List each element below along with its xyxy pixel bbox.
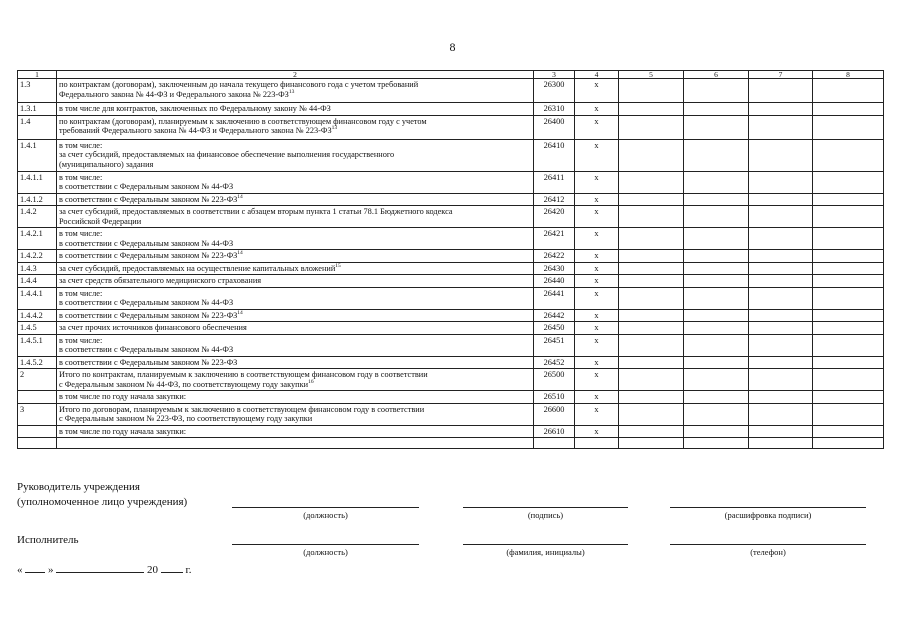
row-value-cell-7[interactable] — [749, 103, 813, 116]
table-row — [18, 322, 884, 335]
row-description-text: по контрактам (договорам), планируемым к заключению в соответствующем финансовом году с учетом — [59, 116, 427, 126]
row-x-mark: x — [575, 193, 619, 206]
row-value-cell-6[interactable] — [684, 115, 749, 139]
row-value-cell-5[interactable] — [619, 287, 684, 309]
row-description-line — [59, 251, 531, 261]
footnote-reference: 15 — [335, 262, 341, 269]
row-value-cell-7[interactable] — [749, 287, 813, 309]
row-value-cell-7[interactable] — [749, 275, 813, 288]
row-number: 1.4.2.2 — [18, 250, 57, 263]
row-description-text: за счет прочих источников финансового обеспечения — [59, 323, 247, 332]
row-description — [57, 171, 534, 193]
table-row — [18, 139, 884, 171]
date-open-quote: « — [17, 564, 23, 576]
row-x-mark: x — [575, 403, 619, 425]
row-value-cell-7[interactable] — [749, 206, 813, 228]
row-description-line — [59, 141, 531, 151]
row-description — [57, 193, 534, 206]
row-description-text: в том числе: — [59, 229, 103, 238]
row-value-cell-8[interactable] — [813, 103, 884, 116]
row-x-mark: x — [575, 275, 619, 288]
row-description-text: Федерального закона № 44-ФЗ и Федерального закона № 223-ФЗ — [59, 89, 289, 99]
footnote-reference: 13 — [331, 125, 338, 132]
row-description-text: Итого по контрактам, планируемым к заключению в соответствующем финансовом году в соответствии — [59, 370, 428, 379]
row-x-mark: x — [575, 369, 619, 391]
row-description-line — [59, 298, 531, 308]
row-code: 26610 — [534, 425, 575, 438]
row-code: 26420 — [534, 206, 575, 228]
column-header-1: 1 — [18, 71, 57, 79]
row-value-cell-5[interactable] — [619, 206, 684, 228]
row-description-line — [59, 126, 531, 136]
head-subtitle: (уполномоченное лицо учреждения) — [17, 496, 188, 508]
row-description-text: в том числе: — [59, 288, 103, 298]
table-row — [18, 262, 884, 275]
row-value-cell-8[interactable] — [813, 369, 884, 391]
row-value-cell-7[interactable] — [749, 322, 813, 335]
row-value-cell-8[interactable] — [813, 79, 884, 103]
row-description-line — [59, 195, 531, 205]
row-description-line — [59, 370, 531, 380]
row-description-text: по контрактам (договорам), заключенным до начала текущего финансового года с учетом требований — [59, 80, 419, 89]
executor-position-line[interactable] — [232, 544, 419, 545]
row-number: 1.4 — [18, 115, 57, 139]
row-value-cell-6[interactable] — [684, 438, 749, 449]
row-description-text: в том числе: — [59, 172, 103, 182]
row-value-cell-6[interactable] — [684, 334, 749, 356]
row-description — [57, 356, 534, 369]
date-close-quote: » — [48, 564, 54, 576]
row-value-cell-7[interactable] — [749, 391, 813, 404]
row-description-text: с Федеральным законом № 44-ФЗ, по соответствующему году закупки — [59, 379, 309, 389]
row-description-line — [59, 345, 531, 355]
row-value-cell-8[interactable] — [813, 403, 884, 425]
column-header-7: 7 — [749, 71, 813, 79]
row-description-text: в соответствии с Федеральным законом № 44-ФЗ — [59, 298, 234, 307]
row-description-text: в том числе по году начала закупки: — [59, 426, 187, 436]
row-number: 1.4.5.1 — [18, 334, 57, 356]
row-description-text: за счет субсидий, предоставляемых на осуществление капитальных вложений — [59, 263, 336, 273]
head-name-line[interactable] — [670, 507, 866, 508]
row-number: 1.3.1 — [18, 103, 57, 116]
row-description — [57, 275, 534, 288]
table-row — [18, 287, 884, 309]
row-description — [57, 115, 534, 139]
row-value-cell-5[interactable] — [619, 103, 684, 116]
row-value-cell-5[interactable] — [619, 369, 684, 391]
table-row — [18, 115, 884, 139]
row-description — [57, 438, 534, 449]
row-x-mark: x — [575, 79, 619, 103]
row-code: 26600 — [534, 403, 575, 425]
row-description-line — [59, 427, 531, 437]
row-value-cell-8[interactable] — [813, 171, 884, 193]
row-value-cell-5[interactable] — [619, 193, 684, 206]
row-description — [57, 369, 534, 391]
row-description-text: Российской Федерации — [59, 216, 142, 226]
executor-name-line[interactable] — [463, 544, 628, 545]
row-code: 26500 — [534, 369, 575, 391]
row-value-cell-6[interactable] — [684, 250, 749, 263]
row-description-line — [59, 276, 531, 286]
row-description-text: требований Федерального закона № 44-ФЗ и Федерального закона № 223-ФЗ — [59, 126, 332, 135]
row-description — [57, 250, 534, 263]
row-value-cell-8[interactable] — [813, 309, 884, 322]
footnote-reference: 14 — [237, 309, 243, 316]
row-description-line — [59, 264, 531, 274]
row-description-text: в соответствии с Федеральным законом № 223-ФЗ — [59, 357, 238, 367]
table-row — [18, 391, 884, 404]
indicators-table — [17, 70, 884, 449]
row-value-cell-8[interactable] — [813, 334, 884, 356]
row-number — [18, 425, 57, 438]
row-value-cell-7[interactable] — [749, 438, 813, 449]
table-row — [18, 425, 884, 438]
row-value-cell-5[interactable] — [619, 115, 684, 139]
row-code: 26300 — [534, 79, 575, 103]
row-description-text: в том числе для контрактов, заключенных по Федеральному закону № 44-ФЗ — [59, 104, 331, 113]
table-row — [18, 103, 884, 116]
row-description-text: в соответствии с Федеральным законом № 44-ФЗ — [59, 238, 234, 248]
table-row — [18, 193, 884, 206]
row-number: 1.4.4 — [18, 275, 57, 288]
date-year-prefix: 20 — [147, 564, 158, 576]
row-description-line — [59, 414, 531, 424]
row-number: 1.3 — [18, 79, 57, 103]
footnote-reference: 13 — [288, 88, 295, 95]
row-description-text: в том числе: — [59, 335, 103, 345]
column-header-2: 2 — [57, 71, 534, 79]
row-value-cell-8[interactable] — [813, 262, 884, 275]
row-value-cell-7[interactable] — [749, 356, 813, 369]
row-description-text: в соответствии с Федеральным законом № 223-ФЗ — [59, 310, 238, 320]
row-description-text: в соответствии с Федеральным законом № 223-ФЗ — [59, 194, 238, 204]
row-code: 26452 — [534, 356, 575, 369]
row-description-line — [59, 80, 531, 90]
table-row — [18, 438, 884, 449]
executor-name-caption: (фамилия, инициалы) — [506, 547, 585, 557]
row-value-cell-6[interactable] — [684, 275, 749, 288]
row-value-cell-7[interactable] — [749, 262, 813, 275]
row-code: 26450 — [534, 322, 575, 335]
row-value-cell-7[interactable] — [749, 369, 813, 391]
row-value-cell-8[interactable] — [813, 356, 884, 369]
row-description — [57, 139, 534, 171]
row-x-mark: x — [575, 228, 619, 250]
row-value-cell-7[interactable] — [749, 250, 813, 263]
row-code: 26400 — [534, 115, 575, 139]
row-value-cell-8[interactable] — [813, 275, 884, 288]
row-value-cell-6[interactable] — [684, 403, 749, 425]
row-value-cell-6[interactable] — [684, 139, 749, 171]
column-header-6: 6 — [684, 71, 749, 79]
table-row — [18, 403, 884, 425]
row-description — [57, 103, 534, 116]
row-code: 26441 — [534, 287, 575, 309]
table-header-row — [18, 71, 884, 79]
row-value-cell-6[interactable] — [684, 171, 749, 193]
date-line — [17, 563, 192, 576]
row-value-cell-5[interactable] — [619, 275, 684, 288]
row-value-cell-7[interactable] — [749, 115, 813, 139]
row-value-cell-6[interactable] — [684, 193, 749, 206]
row-description-text: в соответствии с Федеральным законом № 44-ФЗ — [59, 345, 234, 354]
table-row — [18, 79, 884, 103]
row-number: 1.4.5 — [18, 322, 57, 335]
row-number — [18, 391, 57, 404]
column-header-4: 4 — [575, 71, 619, 79]
row-value-cell-7[interactable] — [749, 79, 813, 103]
row-value-cell-5[interactable] — [619, 425, 684, 438]
row-description — [57, 206, 534, 228]
row-x-mark: x — [575, 171, 619, 193]
row-value-cell-8[interactable] — [813, 228, 884, 250]
row-code: 26451 — [534, 334, 575, 356]
row-value-cell-7[interactable] — [749, 171, 813, 193]
row-value-cell-7[interactable] — [749, 309, 813, 322]
head-name-caption: (расшифровка подписи) — [724, 510, 812, 520]
footnote-reference: 14 — [237, 193, 243, 200]
row-description-line — [59, 160, 531, 170]
row-number: 1.4.3 — [18, 262, 57, 275]
executor-phone-line[interactable] — [670, 544, 866, 545]
row-description — [57, 79, 534, 103]
row-description — [57, 425, 534, 438]
row-description-text: с Федеральным законом № 223-ФЗ, по соответствующему году закупки — [59, 414, 313, 423]
row-value-cell-8[interactable] — [813, 322, 884, 335]
row-value-cell-5[interactable] — [619, 262, 684, 275]
row-description-line — [59, 117, 531, 127]
row-value-cell-8[interactable] — [813, 425, 884, 438]
row-number: 1.4.1.1 — [18, 171, 57, 193]
row-description-text: в соответствии с Федеральным законом № 223-ФЗ — [59, 251, 238, 260]
row-description-line — [59, 229, 531, 239]
row-number: 1.4.4.1 — [18, 287, 57, 309]
row-value-cell-7[interactable] — [749, 228, 813, 250]
row-x-mark: x — [575, 287, 619, 309]
column-header-5: 5 — [619, 71, 684, 79]
row-value-cell-8[interactable] — [813, 250, 884, 263]
row-x-mark: x — [575, 206, 619, 228]
row-x-mark: x — [575, 115, 619, 139]
row-description-text: Итого по договорам, планируемым к заключению в соответствующем финансовом году в соответствии — [59, 404, 425, 414]
row-code: 26412 — [534, 193, 575, 206]
row-code: 26442 — [534, 309, 575, 322]
row-value-cell-6[interactable] — [684, 309, 749, 322]
row-x-mark: x — [575, 103, 619, 116]
row-description-text: за счет субсидий, предоставляемых на финансовое обеспечение выполнения государственного — [59, 150, 395, 159]
row-description-line — [59, 104, 531, 114]
row-value-cell-7[interactable] — [749, 334, 813, 356]
executor-title: Исполнитель — [17, 534, 79, 546]
table-row — [18, 334, 884, 356]
row-description-text: в том числе по году начала закупки: — [59, 392, 187, 401]
row-value-cell-5[interactable] — [619, 356, 684, 369]
row-value-cell-5[interactable] — [619, 250, 684, 263]
row-description-text: (муниципального) задания — [59, 159, 154, 169]
row-value-cell-8[interactable] — [813, 391, 884, 404]
row-code: 26440 — [534, 275, 575, 288]
row-value-cell-5[interactable] — [619, 403, 684, 425]
row-code: 26422 — [534, 250, 575, 263]
row-description-line — [59, 239, 531, 249]
row-value-cell-8[interactable] — [813, 206, 884, 228]
table-row — [18, 275, 884, 288]
row-value-cell-6[interactable] — [684, 369, 749, 391]
head-position-line[interactable] — [232, 507, 419, 508]
row-code: 26430 — [534, 262, 575, 275]
row-description — [57, 228, 534, 250]
row-value-cell-5[interactable] — [619, 171, 684, 193]
row-value-cell-5[interactable] — [619, 391, 684, 404]
table-row — [18, 250, 884, 263]
row-description-line — [59, 358, 531, 368]
footnote-reference: 16 — [308, 378, 314, 385]
table-row — [18, 369, 884, 391]
row-value-cell-8[interactable] — [813, 438, 884, 449]
row-value-cell-7[interactable] — [749, 139, 813, 171]
row-code — [534, 438, 575, 449]
row-code: 26510 — [534, 391, 575, 404]
date-month-field[interactable] — [56, 563, 144, 573]
table-row — [18, 309, 884, 322]
row-number: 1.4.1.2 — [18, 193, 57, 206]
row-number: 1.4.2 — [18, 206, 57, 228]
row-value-cell-5[interactable] — [619, 309, 684, 322]
row-description — [57, 322, 534, 335]
head-signature-caption: (подпись) — [527, 510, 564, 520]
row-value-cell-6[interactable] — [684, 103, 749, 116]
row-x-mark: x — [575, 250, 619, 263]
row-value-cell-7[interactable] — [749, 403, 813, 425]
row-description-line — [59, 150, 531, 160]
row-description-line — [59, 392, 531, 402]
row-number: 1.4.2.1 — [18, 228, 57, 250]
row-value-cell-5[interactable] — [619, 79, 684, 103]
row-description-line — [59, 173, 531, 183]
row-value-cell-7[interactable] — [749, 193, 813, 206]
row-description-line — [59, 405, 531, 415]
row-description-line — [59, 336, 531, 346]
row-code: 26310 — [534, 103, 575, 116]
row-x-mark: x — [575, 334, 619, 356]
row-x-mark: x — [575, 139, 619, 171]
row-value-cell-5[interactable] — [619, 139, 684, 171]
page-number: 8 — [449, 40, 456, 54]
row-description — [57, 309, 534, 322]
row-description-line — [59, 90, 531, 100]
row-x-mark: x — [575, 425, 619, 438]
executor-phone-caption: (телефон) — [750, 547, 786, 557]
row-number: 1.4.1 — [18, 139, 57, 171]
row-value-cell-6[interactable] — [684, 228, 749, 250]
row-description-line — [59, 217, 531, 227]
column-header-3: 3 — [534, 71, 575, 79]
row-number: 2 — [18, 369, 57, 391]
table-row — [18, 206, 884, 228]
row-description-line — [59, 380, 531, 390]
row-value-cell-6[interactable] — [684, 425, 749, 438]
head-signature-line[interactable] — [463, 507, 628, 508]
column-header-8: 8 — [813, 71, 884, 79]
row-value-cell-5[interactable] — [619, 438, 684, 449]
row-code: 26410 — [534, 139, 575, 171]
row-x-mark: x — [575, 262, 619, 275]
row-description — [57, 262, 534, 275]
date-day-field[interactable] — [25, 563, 45, 573]
table-row — [18, 356, 884, 369]
row-code: 26421 — [534, 228, 575, 250]
row-description — [57, 403, 534, 425]
row-description-line — [59, 207, 531, 217]
row-code: 26411 — [534, 171, 575, 193]
row-value-cell-6[interactable] — [684, 322, 749, 335]
row-value-cell-6[interactable] — [684, 356, 749, 369]
footnote-reference: 14 — [237, 250, 243, 257]
row-value-cell-8[interactable] — [813, 139, 884, 171]
row-x-mark: x — [575, 356, 619, 369]
head-title: Руководитель учреждения — [17, 481, 140, 493]
row-x-mark: x — [575, 391, 619, 404]
row-number: 3 — [18, 403, 57, 425]
row-description — [57, 334, 534, 356]
row-description-line — [59, 323, 531, 333]
row-value-cell-6[interactable] — [684, 206, 749, 228]
executor-position-caption: (должность) — [303, 547, 348, 557]
row-description-line — [59, 311, 531, 321]
row-value-cell-8[interactable] — [813, 115, 884, 139]
row-description-text: за счет средств обязательного медицинского страхования — [59, 276, 262, 285]
row-description-text: за счет субсидий, предоставляемых в соответствии с абзацем вторым пункта 1 статьи 78.1 Бюджетного кодекса — [59, 207, 453, 216]
row-value-cell-6[interactable] — [684, 287, 749, 309]
row-value-cell-5[interactable] — [619, 322, 684, 335]
row-value-cell-6[interactable] — [684, 262, 749, 275]
row-description-text: в том числе: — [59, 140, 103, 150]
row-value-cell-6[interactable] — [684, 391, 749, 404]
row-description — [57, 287, 534, 309]
row-number: 1.4.4.2 — [18, 309, 57, 322]
row-x-mark — [575, 438, 619, 449]
date-year-suffix: г. — [185, 564, 192, 576]
row-description — [57, 391, 534, 404]
row-description-line — [59, 182, 531, 192]
row-x-mark: x — [575, 309, 619, 322]
row-description-text: в соответствии с Федеральным законом № 44-ФЗ — [59, 182, 234, 191]
head-position-caption: (должность) — [303, 510, 348, 520]
row-value-cell-7[interactable] — [749, 425, 813, 438]
date-year-field[interactable] — [161, 563, 183, 573]
table-row — [18, 228, 884, 250]
row-value-cell-8[interactable] — [813, 193, 884, 206]
row-value-cell-6[interactable] — [684, 79, 749, 103]
row-description-line — [59, 289, 531, 299]
row-value-cell-8[interactable] — [813, 287, 884, 309]
row-number: 1.4.5.2 — [18, 356, 57, 369]
row-value-cell-5[interactable] — [619, 334, 684, 356]
row-x-mark: x — [575, 322, 619, 335]
row-number — [18, 438, 57, 449]
table-row — [18, 171, 884, 193]
row-value-cell-5[interactable] — [619, 228, 684, 250]
